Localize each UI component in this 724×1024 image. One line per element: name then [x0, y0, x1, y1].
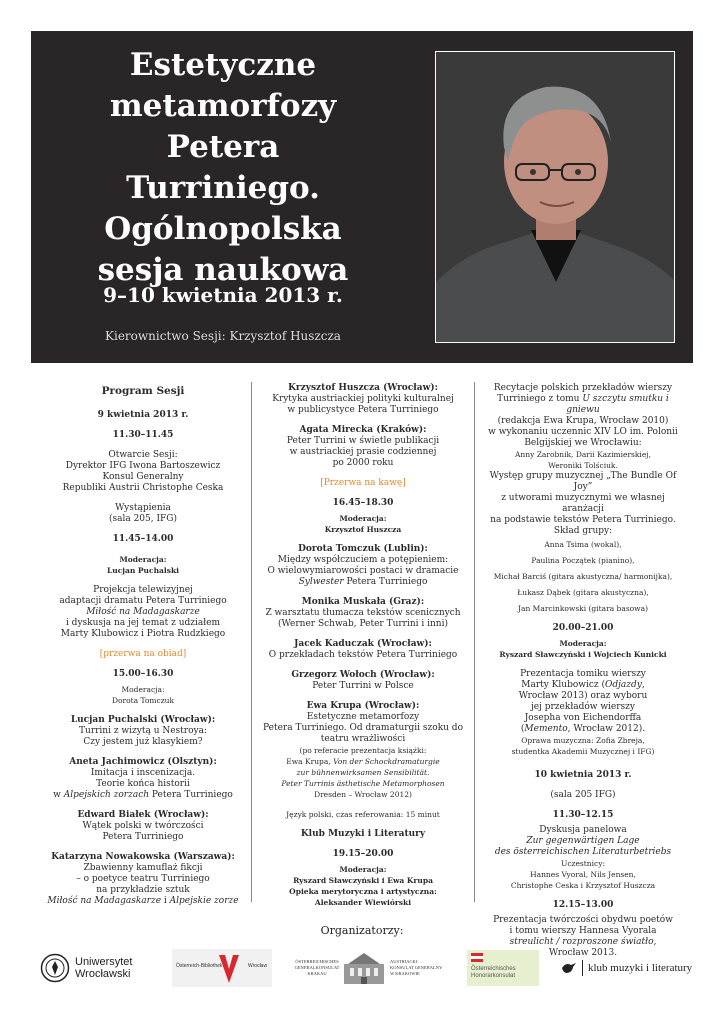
organizers-label: Organizatorzy:: [320, 924, 404, 937]
screening-block: Projekcja telewizyjnej adaptacji dramatu Petera Turriniego Miłość na Madagaskarze i dyskusja na jej temat z udziałem Marty Klubowicz i Piotra Rudzkiego: [59, 585, 227, 639]
column-divider: [251, 382, 252, 902]
title-line: Estetyczne: [129, 47, 317, 83]
session-leader: Kierownictwo Sesji: Krzysztof Huszcza: [105, 329, 341, 343]
venue-label: Klub Muzyki i Literatury: [300, 829, 426, 839]
time-slot: 11.30–12.15: [552, 810, 614, 820]
university-logo: Uniwersytet Wrocławski: [40, 948, 140, 988]
book-presentation: Prezentacja tomiku wierszy Marty Klubowicz (Odjazdy, Wrocław 2013) oraz wyboru jej przekładów wierszy Josepha von Eichendorffa (Memento, Wrocław 2012). Oprawa muzyczna: Zofia Zbreja, studentka Akademii Muzycznej i IFG): [511, 669, 655, 756]
title-line: Ogólnopolska: [104, 211, 342, 247]
moderation: Moderacja: Dorota Tomczuk: [111, 685, 175, 705]
talk: Krzysztof Huszcza (Wrocław): Krytyka austriackiej polityki kulturalnej w publicystyce Petera Turriniego: [272, 383, 454, 415]
portrait-photo: [435, 51, 675, 343]
recital-block: Recytacje polskich przekładów wierszy Turriniego z tomu U szczytu smutku i gniewu (redakcja Ewa Krupa, Wrocław 2010) w wykonaniu uczennic XIV LO im. Polonii Belgijskiej we Wrocławiu: Anny Zarobnik, Darii Kazimierskiej, Weroniki Tolściuk.: [488, 383, 678, 470]
talk: Lucjan Puchalski (Wrocław): Turrini z wizytą u Nestroya: Czy jestem już klasykiem?: [70, 715, 216, 747]
talk: Agata Mirecka (Kraków): Peter Turrini w świetle publikacji w austriackiej prasie codziennej po 2000 roku: [286, 425, 440, 468]
library-mark-icon: [218, 951, 240, 985]
header-banner: [31, 31, 693, 363]
language-note: Język polski, czas referowania: 15 minut: [286, 810, 440, 819]
moderation: Moderacja: Ryszard Sławczyński i Ewa Krupa Opieka merytoryczna i artystyczna: Aleksander Wiewiórski: [289, 865, 437, 907]
room-label: (sala 205 IFG): [550, 790, 616, 800]
column-divider: [474, 382, 475, 902]
program-column-3: [482, 380, 684, 959]
talk: Ewa Krupa (Wrocław): Estetyczne metamorfozy Petera Turriniego. Od dramaturgii szoku do teatru wrażliwości (po referacie prezentacja książki: Ewa Krupa, Von der Schockdramaturgie zur bühnenwirksamen Sensibilität. Peter Turrinis ästhetische Metamorphosen Dresden – Wrocław 2012): [263, 701, 463, 799]
talk: Katarzyna Nowakowska (Warszawa): Zbawienny kamuflaż fikcji – o poetyce teatru Turriniego na przykładzie sztuk Miłość na Madagaskarze i Alpejskie zorze: [47, 852, 239, 906]
moderation: Moderacja: Krzysztof Huszcza: [324, 514, 402, 534]
honorary-consulate-logo: Österreichisches Honorarkonsulat: [467, 948, 539, 988]
time-slot: 16.45–18.30: [332, 498, 394, 508]
break-label: [przerwa na obiad]: [99, 649, 187, 659]
moderation: Moderacja: Ryszard Sławczyński i Wojciech Kunicki: [499, 639, 667, 659]
speeches-label: Wystąpienia (sala 205, IFG): [108, 503, 177, 524]
consulate-logo: ÖSTERREICHISCHES GENERALKONSULAT KRAKAU AUSTRIACKI KONSULAT GENERALNY W KRAKOWIE: [292, 948, 452, 988]
time-slot: 11.45–14.00: [112, 534, 174, 544]
time-slot: 20.00–21.00: [552, 623, 614, 633]
austria-flag-icon: [471, 953, 483, 962]
austria-library-logo: Österreich-Bibliothek Wrocław: [172, 948, 272, 988]
program-column-2: [258, 380, 468, 908]
program-column-1: [40, 380, 246, 907]
moderation: Moderacja: Lucjan Puchalski: [106, 555, 180, 575]
talk: Aneta Jachimowicz (Olsztyn): Imitacja i inscenizacja. Teorie końca historii w Alpejskich zorzach Petera Turriniego: [53, 757, 233, 800]
organizer-logos: [0, 948, 724, 990]
title-line: Petera Turriniego.: [126, 129, 320, 206]
event-date: 9–10 kwietnia 2013 r.: [103, 283, 343, 307]
time-slot: 11.30–11.45: [112, 430, 174, 440]
club-logo: klub muzyki i literatury: [561, 948, 696, 988]
page-title: [67, 45, 379, 291]
time-slot: 19.15–20.00: [332, 849, 394, 859]
title-line: sesja naukowa: [97, 252, 349, 288]
portrait-illustration: [436, 52, 675, 343]
title-line: metamorfozy: [109, 88, 337, 124]
poetry-presentation: Prezentacja twórczości obydwu poetów i tomu wierszy Hannesa Vyorala streulicht / rozproszone światło, Wrocław 2013.: [493, 915, 673, 958]
time-slot: 12.15–13.00: [552, 900, 614, 910]
break-label: [Przerwa na kawę]: [320, 478, 406, 488]
day-label: 10 kwietnia 2013 r.: [534, 770, 632, 780]
talk: Monika Muskała (Graz): Z warsztatu tłumacza tekstów scenicznych (Werner Schwab, Peter Turrini i inni): [265, 597, 461, 629]
consulate-building-icon: [342, 950, 386, 986]
talk: Edward Białek (Wrocław): Wątek polski w twórczości Petera Turriniego: [77, 810, 209, 842]
talk: Grzegorz Wołoch (Wrocław): Peter Turrini w Polsce: [291, 670, 435, 691]
opening-block: Otwarcie Sesji: Dyrektor IFG Iwona Bartoszewicz Konsul Generalny Republiki Austrii Christophe Ceska: [62, 450, 224, 493]
talk: Jacek Kaduczak (Wrocław): O przekładach tekstów Petera Turriniego: [268, 639, 458, 660]
time-slot: 15.00–16.30: [112, 669, 174, 679]
bird-icon: [561, 961, 577, 975]
talk: Dorota Tomczuk (Lublin): Między współczuciem a potępieniem: O wielowymiarowości postaci w dramacie Sylwester Petera Turriniego: [267, 544, 459, 587]
band-block: Występ grupy muzycznej „The Bundle Of Joy” z utworami muzycznymi we własnej aranżacji na podstawie tekstów Petera Turriniego. Skład grupy: Anna Tsima (wokal), Paulina Początek (pianino), Michał Barciś (gitara akustyczna/ harmonijka), Łukasz Dąbek (gitara akustyczna), Jan Marcinkowski (gitara basowa): [489, 471, 677, 613]
program-heading: Program Sesji: [101, 385, 185, 397]
university-emblem-icon: [40, 953, 70, 983]
panel-block: Dyskusja panelowa Zur gegenwärtigen Lage des österreichischen Literaturbetriebs Uczestnicy: Hannes Vyoral, Nils Jensen, Christophe Ceska i Krzysztof Huszcza: [494, 825, 672, 890]
day-label: 9 kwietnia 2013 r.: [97, 410, 189, 420]
